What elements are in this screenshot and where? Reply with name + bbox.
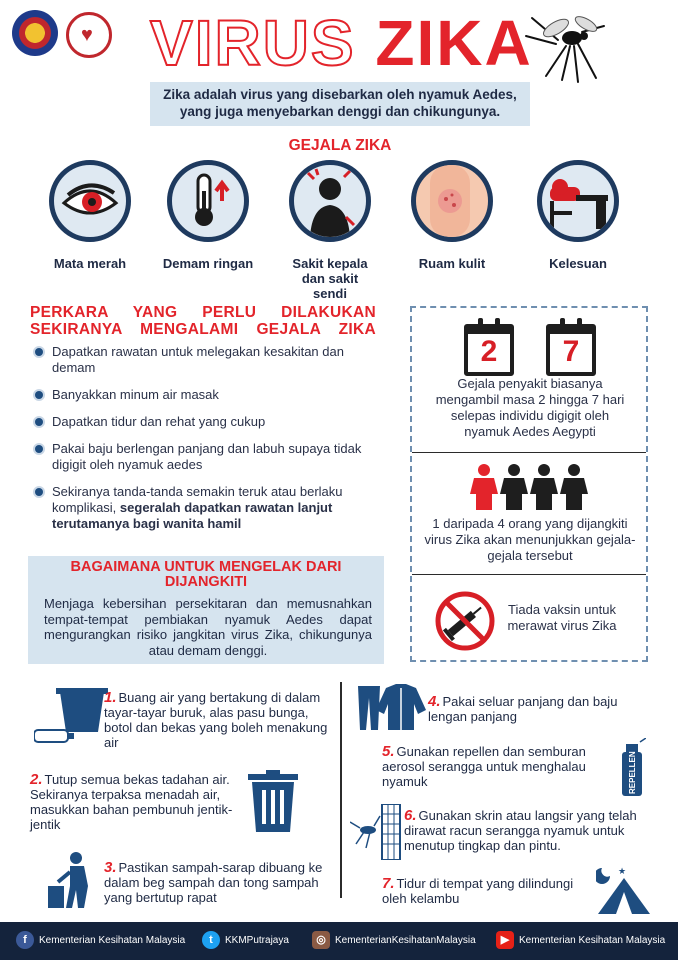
youtube-label: Kementerian Kesihatan Malaysia xyxy=(519,935,666,946)
actions-title: PERKARA YANG PERLU DILAKUKAN SEKIRANYA MENGALAMI GEJALA ZIKA xyxy=(30,304,376,338)
people-icon xyxy=(470,464,594,510)
vaccine-text: Tiada vaksin untuk merawat virus Zika xyxy=(507,602,617,633)
tent-net-icon xyxy=(596,862,652,914)
step-4 xyxy=(428,694,628,724)
red-eye-icon xyxy=(49,160,131,242)
step-7 xyxy=(382,876,596,906)
title-zika: ZIKA xyxy=(375,7,533,79)
repellent-spray-icon xyxy=(616,738,646,796)
step-text: Pakai seluar panjang dan baju lengan panjang xyxy=(428,694,618,724)
symptom-headache xyxy=(284,160,376,301)
symptom-red-eye xyxy=(44,160,136,271)
steps-divider xyxy=(340,682,342,898)
step-text: Tutup semua bekas tadahan air. Sekiranya terpaksa menadah air, masukkan bahan pembunuh jentik-jentik xyxy=(30,772,233,832)
fatigue-icon xyxy=(537,160,619,242)
facebook-label: Kementerian Kesihatan Malaysia xyxy=(39,935,186,946)
title-virus: VIRUS xyxy=(150,7,356,79)
instagram-label: KementerianKesihatanMalaysia xyxy=(335,935,476,946)
bucket-bottle-icon xyxy=(34,688,108,746)
divider xyxy=(412,452,646,453)
mosquito-screen-icon xyxy=(350,804,402,860)
prevention-title: BAGAIMANA UNTUK MENGELAK DARI DIJANGKITI xyxy=(70,559,342,590)
mosquito-icon xyxy=(520,6,610,86)
twitter-icon: t xyxy=(202,931,220,949)
symptom-label: Mata merah xyxy=(53,256,127,271)
youtube-link[interactable] xyxy=(496,931,665,951)
facts-box xyxy=(410,306,648,662)
step-6 xyxy=(404,808,644,853)
list-item-text: Sekiranya tanda-tanda semakin teruk atau berlaku komplikasi, xyxy=(52,484,343,515)
symptom-label: Sakit kepala dan sakit sendi xyxy=(292,256,368,301)
step-number: 4. xyxy=(428,693,441,710)
facebook-link[interactable] xyxy=(16,931,185,951)
page-title xyxy=(150,7,540,79)
headache-icon xyxy=(289,160,371,242)
facebook-icon: f xyxy=(16,931,34,949)
svg-text:★: ★ xyxy=(618,867,627,877)
ratio-text: 1 daripada 4 orang yang dijangkiti virus Zika akan menunjukkan gejala-gejala tersebut xyxy=(424,516,636,563)
list-item: Dapatkan tidur dan rehat yang cukup xyxy=(34,414,378,430)
list-item: Banyakkan minum air masak xyxy=(34,387,378,403)
actions-list xyxy=(34,344,378,543)
heart-icon: ♥ xyxy=(81,24,93,46)
step-number: 6. xyxy=(404,807,417,824)
symptom-label: Demam ringan xyxy=(162,256,254,271)
twitter-link[interactable] xyxy=(202,931,289,951)
thermometer-icon xyxy=(167,160,249,242)
symptom-fatigue xyxy=(532,160,624,271)
step-5 xyxy=(382,744,614,789)
calendar-icon: 2 xyxy=(464,324,514,376)
clothing-icon xyxy=(358,684,426,730)
step-number: 7. xyxy=(382,875,395,892)
step-text: Gunakan skrin atau langsir yang telah dirawat racun serangga nyamuk untuk menutup tingkap dan pintu. xyxy=(404,808,637,853)
step-number: 2. xyxy=(30,771,43,788)
prevention-text: Menjaga kebersihan persekitaran dan memusnahkan tempat-tempat pembiakan nyamuk Aedes dapat mengurangkan risiko jangkitan virus Zika, chikungunya atau demam denggi. xyxy=(44,596,372,658)
person-throwing-trash-icon xyxy=(46,852,98,908)
health-ministry-logo xyxy=(66,12,112,58)
calendar-icon: 7 xyxy=(546,324,596,376)
instagram-icon: ◎ xyxy=(312,931,330,949)
step-text: Pastikan sampah-sarap dibuang ke dalam beg sampah dan tong sampah yang bertutup rapat xyxy=(104,860,323,905)
youtube-icon: ▶ xyxy=(496,931,514,949)
list-item: Dapatkan rawatan untuk melegakan kesakitan dan demam xyxy=(34,344,378,376)
step-number: 3. xyxy=(104,859,117,876)
symptom-fever xyxy=(162,160,254,271)
skin-rash-icon xyxy=(411,160,493,242)
step-number: 5. xyxy=(382,743,395,760)
step-3 xyxy=(104,860,330,905)
list-item: Pakai baju berlengan panjang dan labuh supaya tidak digigit oleh nyamuk aedes xyxy=(34,441,378,473)
repellent-label: REPELLEN xyxy=(628,751,637,794)
symptom-rash xyxy=(406,160,498,271)
step-text: Gunakan repellen dan semburan aerosol serangga untuk menghalau nyamuk xyxy=(382,744,586,789)
government-crest-logo xyxy=(12,10,58,56)
divider xyxy=(412,574,646,575)
step-number: 1. xyxy=(104,689,117,706)
step-1 xyxy=(104,690,330,750)
list-item-emphasis: segeralah dapatkan rawatan lanjut terutamanya bagi wanita hamil xyxy=(52,500,333,531)
step-text: Buang air yang bertakung di dalam tayar-tayar buruk, alas pasu bunga, botol dan bekas yang boleh menakung air xyxy=(104,690,328,750)
list-item xyxy=(34,484,378,532)
symptoms-title: GEJALA ZIKA xyxy=(288,137,392,154)
instagram-link[interactable] xyxy=(312,931,476,951)
trash-bin-icon xyxy=(248,770,298,832)
incubation-text: Gejala penyakit biasanya mengambil masa 2 hingga 7 hari selepas individu digigit oleh nyamuk Aedes Aegypti xyxy=(435,376,625,439)
symptom-label: Kelesuan xyxy=(549,256,607,271)
twitter-label: KKMPutrajaya xyxy=(225,935,289,946)
step-2 xyxy=(30,772,246,832)
step-text: Tidur di tempat yang dilindungi oleh kelambu xyxy=(382,876,574,906)
intro-text: Zika adalah virus yang disebarkan oleh nyamuk Aedes, yang juga menyebarkan denggi dan chikungunya. xyxy=(163,87,517,119)
symptom-label: Ruam kulit xyxy=(418,256,486,271)
no-vaccine-icon xyxy=(434,590,496,652)
